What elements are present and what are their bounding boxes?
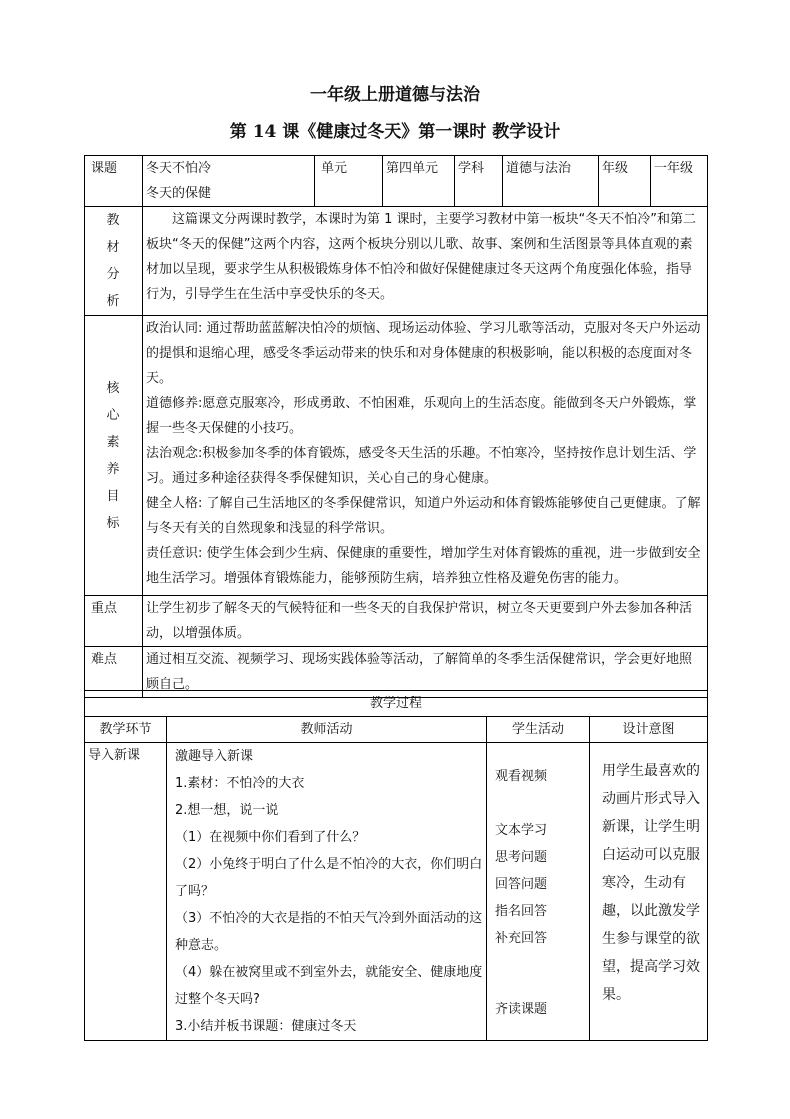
process-title-row xyxy=(85,691,708,717)
process-header-row xyxy=(85,717,708,743)
jiaocai-row xyxy=(85,207,708,316)
zhongdian-text: 让学生初步了解冬天的气候特征和一些冬天的自我保护常识，树立冬天更要到户外去参加各种活动，以增强体质。 xyxy=(143,596,708,647)
danyuan-label: 单元 xyxy=(315,156,383,207)
hexin-item: 道德修养:愿意克服寒冷，形成勇敢、不怕困难，乐观向上的生活态度。能做到冬天户外锻炼，掌握一些冬天保健的小技巧。 xyxy=(146,396,697,436)
design-intent: 用学生最喜欢的动画片形式导入新课，让学生明白运动可以克服寒冷，生动有趣，以此激发学生参与课堂的欲望，提高学习效果。 xyxy=(590,743,708,1041)
nianji-label: 年级 xyxy=(599,156,651,207)
process-row xyxy=(85,743,708,1041)
header-student: 学生活动 xyxy=(487,717,590,743)
jiaocai-label: 教 材 分 析 xyxy=(85,207,143,316)
teaching-process-table xyxy=(84,690,708,1041)
process-title: 教学过程 xyxy=(85,691,708,717)
hexin-label: 核 心 素 养 目 标 xyxy=(85,316,143,596)
header-teacher: 教师活动 xyxy=(167,717,487,743)
keti-label: 课题 xyxy=(85,156,143,207)
xueke-value: 道德与法治 xyxy=(503,156,599,207)
lesson-title: 第 14 课《健康过冬天》第一课时 教学设计 xyxy=(229,122,561,142)
zhongdian-row xyxy=(85,596,708,647)
jiaocai-text: 这篇课文分两课时教学，本课时为第 1 课时，主要学习教材中第一板块“冬天不怕冷”和第二板块“冬天的保健”这两个内容，这两个板块分别以儿歌、故事、案例和生活图景等具体直观的素材加以呈现，要求学生从积极锻炼身体不怕冷和做好保健健康过冬天这两个角度强化体验，指导行为，引导学生在生活中享受快乐的冬天。 xyxy=(143,207,708,316)
danyuan-value: 第四单元 xyxy=(383,156,455,207)
hexin-item: 法治观念:积极参加冬季的体育锻炼，感受冬天生活的乐趣。不怕寒冷，坚持按作息计划生活、学习。通过多种途径获得冬季保健知识，关心自己的身心健康。 xyxy=(146,446,697,486)
header-stage: 教学环节 xyxy=(85,717,167,743)
zhongdian-label: 重点 xyxy=(85,596,143,647)
keti-value: 冬天不怕冷 冬天的保健 xyxy=(143,156,315,207)
hexin-item: 政治认同: 通过帮助蓝蓝解决怕冷的烦恼、现场运动体验、学习儿歌等活动，克服对冬天户外运动的提惧和退缩心理，感受冬季运动带来的快乐和对身体健康的积极影响，能以积极的态度面对冬天。 xyxy=(146,321,701,386)
hexin-item: 健全人格: 了解自己生活地区的冬季保健常识，知道户外运动和体育锻炼能够使自己更健康。了解与冬天有关的自然现象和浅显的科学常识。 xyxy=(146,496,701,536)
hexin-item: 责任意识: 使学生体会到少生病、保健康的重要性，增加学生对体育锻炼的重视，进一步做到安全地生活学习。增强体育锻炼能力，能够预防生病，培养独立性格及避免伤害的能力。 xyxy=(146,546,701,586)
student-activity: 观看视频 文本学习 思考问题 回答问题 指名回答 补充回答 齐读课题 xyxy=(487,743,590,1041)
xueke-label: 学科 xyxy=(455,156,503,207)
teacher-activity: 激趣导入新课 1.素材：不怕冷的大衣 2.想一想，说一说 （1）在视频中你们看到了什么？ （2）小兔终于明白了什么是不怕冷的大衣，你们明白了吗？ （3）不怕冷的大衣是指的不怕天气冷到外面活动的这种意志。 （4）躲在被窝里或不到室外去，就能安全、健康地度过整个冬天吗? 3.小结并板书课题：健康过冬天 xyxy=(167,743,487,1041)
header-intent: 设计意图 xyxy=(590,717,708,743)
nandian-label: 难点 xyxy=(85,647,143,698)
lesson-info-table xyxy=(84,155,708,698)
nianji-value: 一年级 xyxy=(651,156,708,207)
hexin-text xyxy=(143,316,708,596)
document-title: 一年级上册道德与法治 xyxy=(310,85,480,105)
hexin-row xyxy=(85,316,708,596)
keti-row xyxy=(85,156,708,207)
nandian-text: 通过相互交流、视频学习、现场实践体验等活动，了解简单的冬季生活保健常识，学会更好地照顾自己。 xyxy=(143,647,708,698)
stage-cell: 导入新课 xyxy=(85,743,167,1041)
